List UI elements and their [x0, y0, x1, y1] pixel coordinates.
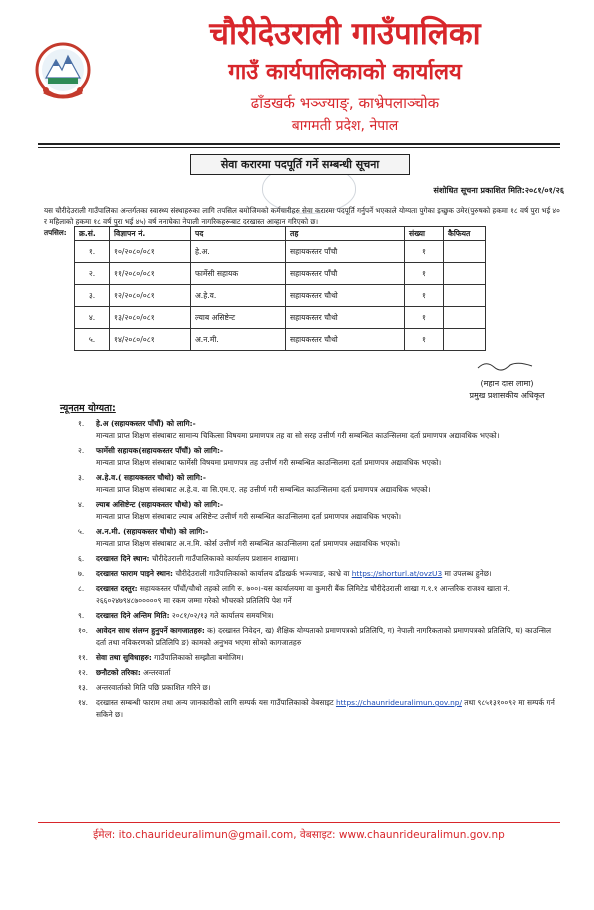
item-number: १०.: [78, 626, 89, 635]
item-heading: अ.हे.व.( सहायकस्तर चौथो) को लागि:-: [96, 473, 206, 482]
website-link[interactable]: https://chaunrideuralimun.gov.np/: [335, 698, 462, 707]
col-post: पद: [191, 227, 286, 241]
item-heading: दरखास्त फाराम पाइने स्थान:: [96, 569, 173, 578]
item-number: १४.: [78, 698, 89, 707]
item-body: चौरीदेउराली गाउँपालिकाको कार्यालय प्रशासन शाखामा।: [151, 554, 299, 563]
header-divider: [38, 143, 560, 145]
cell: सहायकस्तर चौथो: [286, 285, 405, 307]
item-number: १२.: [78, 668, 89, 677]
item-body: मान्यता प्राप्त शिक्षण संस्थाबाट ल्याब असिष्टेन्ट उत्तीर्ण गरी सम्बन्धित काउन्सिलमा दर्ता प्रमाणपत्र अद्यावधिक भएको।: [96, 512, 402, 521]
item-tail: तथा ९८५१३१००९२ मा सम्पर्क गर्न सकिने छ।: [96, 698, 555, 719]
tapasil-label: तपसिल:: [44, 228, 67, 237]
cell: [444, 329, 486, 351]
signer-role: प्रमुख प्रशासकीय अधिकृत: [469, 391, 545, 400]
cell: हे.अ.: [191, 241, 286, 263]
cell: सहायकस्तर पाँचौ: [286, 263, 405, 285]
cell: अ.हे.व.: [191, 285, 286, 307]
item-body: अन्तरवार्ता: [143, 668, 171, 677]
item-body: क) दरखास्त निवेदन, ख) शैक्षिक योग्यताको प्रमाणपत्रको प्रतिलिपि, ग) नेपाली नागरिकताको प्रमाणपत्रको प्रतिलिपि, घ) काउन्सिल दर्ता तथा नविकरणको प्रतिलिपि ङ) कामको अनुभव भएमा सोको कागजातहरु: [96, 626, 552, 647]
list-item: [60, 697, 560, 721]
item-body: गाउँपालिकाको सम्झौता बमोजिम।: [154, 653, 244, 662]
cell: १: [405, 329, 444, 351]
cell: ५.: [75, 329, 110, 351]
cell: १: [405, 285, 444, 307]
footer-contact: ईमेल: ito.chaurideuralimun@gmail.com, वेबसाइट: www.chaunrideuralimun.gov.np: [93, 829, 505, 841]
list-item: [60, 583, 560, 607]
intro-text: यस चौरीदेउराली गाउँपालिका अन्तर्गतका स्वास्थ्य संस्थाहरुका लागि तपसिल बमोजिमको कर्मचारीहरु सेवा करारमा पदपूर्ति गर्नुपर्ने भएकाले योग्यता पुगेका इच्छुक उमेर(पुरुषको हकमा १८ वर्ष पुरा भई ४० र महिलाको हकमा १८ वर्ष पुरा भई ४५) वर्ष ननाघेका नेपाली नागरिकहरूबाट दरखास्त आव्हान गरिएको छ।: [44, 206, 560, 226]
item-body: २०८१/०२/१३ गते कार्यालय समयभित्र।: [171, 611, 274, 620]
item-body: अन्तरवार्ताको मिति पछि प्रकाशित गरिने छ।: [96, 683, 211, 692]
list-item: [60, 499, 560, 523]
item-number: १३.: [78, 683, 89, 692]
item-body: दरखास्त सम्बन्धी फाराम तथा अन्य जानकारीको लागि सम्पर्क यस गाउँपालिकाको वेबसाइट: [96, 698, 334, 707]
cell: १४/२०८०/०८१: [110, 329, 191, 351]
list-item: [60, 625, 560, 649]
cell: १३/२०८०/०८१: [110, 307, 191, 329]
signer-name: (महान दास लामा): [480, 379, 534, 388]
list-item: [60, 418, 560, 442]
cell: १.: [75, 241, 110, 263]
cell: ११/२०८०/०८१: [110, 263, 191, 285]
cell: [444, 263, 486, 285]
item-number: ११.: [78, 653, 89, 662]
cell: [444, 285, 486, 307]
cell: ४.: [75, 307, 110, 329]
item-number: ५.: [78, 527, 85, 536]
office-address: ढाँडखर्क भञ्ज्याङ्, काभ्रेपलाञ्चोक: [250, 94, 440, 112]
list-item: [60, 526, 560, 550]
col-adv-no: विज्ञापन नं.: [110, 227, 191, 241]
item-number: २.: [78, 446, 85, 455]
cell: ल्याब असिष्टेन्ट: [191, 307, 286, 329]
item-number: ९.: [78, 611, 85, 620]
item-number: ८.: [78, 584, 85, 593]
cell: १०/२०८०/०८१: [110, 241, 191, 263]
list-item: [60, 652, 560, 664]
cell: सहायकस्तर चौथो: [286, 329, 405, 351]
item-body: मान्यता प्राप्त शिक्षण संस्थाबाट अ.हे.व. वा सि.एम.ए. तह उत्तीर्ण गरी सम्बन्धित काउन्सिलमा दर्ता प्रमाणपत्र अद्यावधिक भएको।: [96, 485, 431, 494]
col-remarks: कैफियत: [444, 227, 486, 241]
header-divider-thin: [38, 147, 560, 148]
cell: अ.न.मी.: [191, 329, 286, 351]
cell: १: [405, 307, 444, 329]
office-subtitle: गाउँ कार्यपालिकाको कार्यालय: [228, 60, 462, 85]
item-body: मान्यता प्राप्त शिक्षण संस्थाबाट फार्मेसी विषयमा प्रमाणपत्र तह उत्तीर्ण गरी सम्बन्धित काउन्सिलमा दर्ता प्रमाणपत्र अद्यावधिक भएको।: [96, 458, 442, 467]
item-heading: दरखास्त दिने स्थान:: [96, 554, 150, 563]
footer-divider: [38, 822, 560, 823]
col-count: संख्या: [405, 227, 444, 241]
item-heading: अ.न.मी. (सहायकस्तर चौथो) को लागि:-: [96, 527, 209, 536]
notice-title: सेवा करारमा पदपूर्ति गर्ने सम्बन्धी सूचना: [190, 154, 410, 175]
item-heading: छनौटको तरिका:: [96, 668, 141, 677]
item-number: ३.: [78, 473, 85, 482]
table-row: [75, 329, 486, 351]
item-tail: मा उपलब्ध हुनेछ।: [444, 569, 492, 578]
cell: [444, 241, 486, 263]
nepal-emblem-icon: [34, 40, 92, 106]
item-number: ६.: [78, 554, 85, 563]
table-header-row: [75, 227, 486, 241]
office-province: बागमती प्रदेश, नेपाल: [291, 118, 399, 134]
item-heading: हे.अ (सहायकस्तर पाँचौं) को लागि:-: [96, 419, 196, 428]
qualifications-heading: न्यूनतम योग्यता:: [60, 403, 116, 414]
item-heading: दरखास्त दस्तुर:: [96, 584, 138, 593]
list-item: [60, 610, 560, 622]
office-name: चौरीदेउराली गाउँपालिका: [209, 16, 481, 52]
cell: सहायकस्तर चौथो: [286, 307, 405, 329]
item-body: चौरीदेउराली गाउँपालिकाको कार्यालय ढाँडखर्क भञ्ज्याङ, काभ्रे वा: [175, 569, 350, 578]
list-item: [60, 553, 560, 565]
item-body: मान्यता प्राप्त शिक्षण संस्थाबाट सामान्य चिकित्सा विषयमा प्रमाणपत्र तह वा सो सरह उत्तीर्ण गरी सम्बन्धित काउन्सिलमा दर्ता प्रमाणपत्र अद्यावधिक भएको।: [96, 431, 500, 440]
qualifications-list: [60, 418, 560, 724]
signature-mark: [476, 358, 534, 372]
item-number: ७.: [78, 569, 85, 578]
form-link[interactable]: https://shorturl.at/ovzU3: [351, 569, 443, 578]
cell: १: [405, 263, 444, 285]
posts-table: [74, 226, 486, 351]
table-row: [75, 307, 486, 329]
list-item: [60, 568, 560, 580]
cell: ३.: [75, 285, 110, 307]
cell: १२/२०८०/०८१: [110, 285, 191, 307]
item-heading: ल्याब असिष्टेन्ट (सहायकस्तर चौथो) को लागि:-: [96, 500, 224, 509]
list-item: [60, 445, 560, 469]
item-body: सहायकस्तर पाँचौं/चौथो तहको लागि रु. ७००।-यस कार्यालयमा वा कुमारी बैंक लिमिटेड चौरीदेउराली शाखा ग.१.१ आन्तरिक राजश्व खाता नं. २६६०२४७९४८७०००००९ मा रकम जम्मा गरेको भौचरको प्रतिलिपि पेश गर्ने: [96, 584, 510, 605]
list-item: [60, 682, 560, 694]
cell: फार्मेसी सहायक: [191, 263, 286, 285]
revised-date: संशोधित सूचना प्रकाशित मिति:२०८१/०१/२६: [433, 186, 564, 195]
item-heading: आवेदन साथ संलग्न हुनुपर्ने कागजातहरु:: [96, 626, 205, 635]
table-row: [75, 263, 486, 285]
col-level: तह: [286, 227, 405, 241]
cell: १: [405, 241, 444, 263]
item-body: मान्यता प्राप्त शिक्षण संस्थाबाट अ.न.मि. कोर्स उत्तीर्ण गरी सम्बन्धित काउन्सिलमा दर्ता प्रमाणपत्र अद्यावधिक भएको।: [96, 539, 401, 548]
signer-block: [442, 378, 572, 402]
item-heading: सेवा तथा सुविधाहरु:: [96, 653, 152, 662]
list-item: [60, 667, 560, 679]
list-item: [60, 472, 560, 496]
cell: सहायकस्तर पाँचौ: [286, 241, 405, 263]
item-number: ४.: [78, 500, 85, 509]
col-sn: क्र.सं.: [75, 227, 110, 241]
cell: २.: [75, 263, 110, 285]
cell: [444, 307, 486, 329]
item-heading: दरखास्त दिने अन्तिम मिति:: [96, 611, 170, 620]
item-heading: फार्मेसी सहायक(सहायकस्तर पाँचौं) को लागि:-: [96, 446, 224, 455]
table-row: [75, 285, 486, 307]
item-number: १.: [78, 419, 85, 428]
table-row: [75, 241, 486, 263]
